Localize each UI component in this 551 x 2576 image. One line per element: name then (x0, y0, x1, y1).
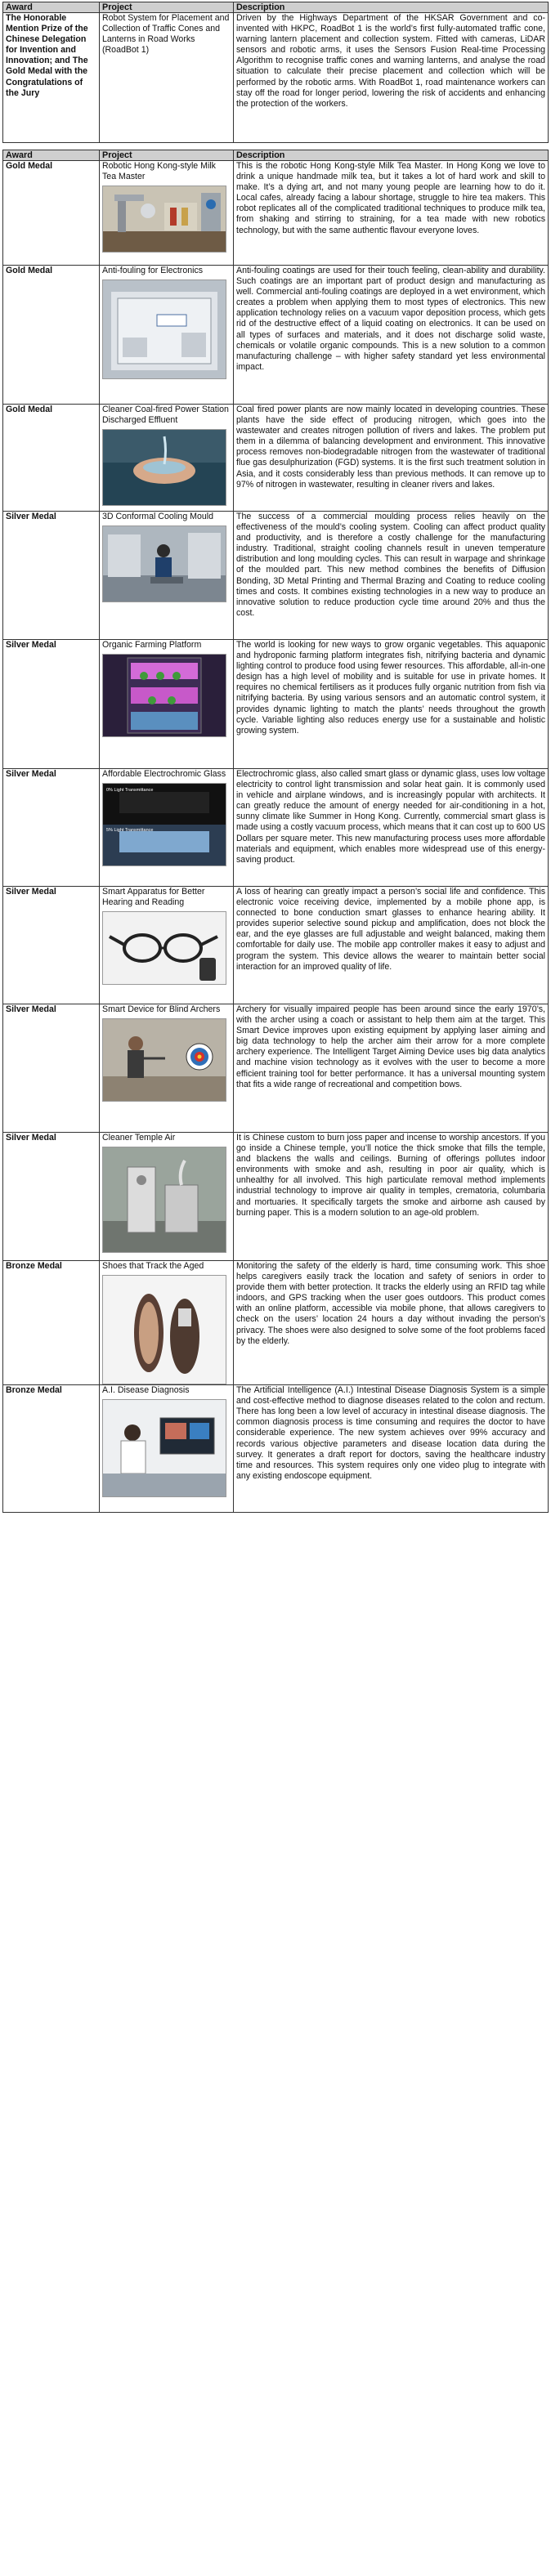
anti-fouling-machine-photo (102, 280, 226, 379)
table-row (3, 769, 549, 887)
description-cell: A loss of hearing can greatly impact a person’s social life and confidence. This electronic voice receiving device, implemented by a mobile phone app, is connected to bone conduction smart glasses to enhance hearing ability. It provides superior selective sound pickup and amplification, does not block the ear, and the eye glasses are full adjustable and weight balanced, making them comfortable for daily use. The mobile app controller makes it easy to adjust and program the system. This device allows the wearer to maintain better social interaction for an improved quality of life. (234, 887, 549, 1004)
header-project: Project (100, 2, 234, 13)
description-cell: It is Chinese custom to burn joss paper and incense to worship ancestors. If you go inside a Chinese temple, you’ll notice the thick smoke that fills the temple, and blackens the walls and ceilings. Burning of offerings pollutes indoor environments with smoke and ash, resulting in poor air quality, which is unhealthy for all involved. This high particulate removal method implements industrial technology to improve air quality in temples, crematoria, columbaria and mortuaries. It specifically targets the smoke and airborne ash caused by burning paper. This is a modern solution to an age-old problem. (234, 1133, 549, 1261)
award-cell: Silver Medal (6, 887, 56, 897)
table-row (3, 1261, 549, 1385)
table-row (3, 161, 549, 266)
table-header-row (3, 2, 549, 13)
description-cell: Archery for visually impaired people has been around since the early 1970’s, with the archer using a coach or assistant to help them aim at the target. This Smart Device improves upon existing equipment by applying laser aiming and big data technology to help the archer aim their arrow for a more complete archery experience. The Intelligent Target Aiming Device uses big data analytics and machine vision technology as it evolves with the user to become a more efficient training tool for better performance. It has a universal mounting system that fits a wide range of recreational and competition bows. (234, 1004, 549, 1133)
glass-top-label: 0% Light Transmittance (106, 788, 154, 794)
table-row (3, 13, 549, 143)
description-cell: This is the robotic Hong Kong-style Milk Tea Master. In Hong Kong we love to drink a unique handmade milk tea, but it takes a lot of hard work and skill to make. It’s a dying art, and not many young people are learning how to do it. Local cafes, already facing a labour shortage, struggle to hire tea makers. This robot replicates all of the complicated traditional techniques to produce milk tea, from shaking and stirring to straining, for a tea made with new robotics technology, but with the same authentic flavour everyone loves. (234, 161, 549, 266)
project-title: Anti-fouling for Electronics (102, 266, 204, 275)
project-title: Affordable Electrochromic Glass (102, 769, 226, 779)
award-cell: Silver Medal (6, 1133, 56, 1143)
award-cell: Gold Medal (6, 405, 53, 414)
temple-air-device-photo (102, 1147, 226, 1253)
cooling-mould-lab-photo (102, 525, 226, 602)
award-cell: Gold Medal (6, 161, 53, 171)
award-cell: Bronze Medal (6, 1385, 62, 1396)
header-description: Description (234, 2, 549, 13)
honorable-mention-table (2, 2, 549, 143)
table-row (3, 1385, 549, 1513)
project-title: Smart Apparatus for Better Hearing and Reading (102, 887, 205, 908)
project-title: A.I. Disease Diagnosis (102, 1385, 190, 1396)
award-cell: Bronze Medal (6, 1261, 62, 1271)
award-cell: Silver Medal (6, 640, 56, 650)
table-row (3, 266, 549, 405)
award-cell: Silver Medal (6, 512, 56, 521)
project-title: Smart Device for Blind Archers (102, 1004, 221, 1014)
project-title: Organic Farming Platform (102, 640, 202, 650)
description-cell: Electrochromic glass, also called smart glass or dynamic glass, uses low voltage electricity to control light transmission and solar heat gain. It is commonly used in vehicle and airplane windows, and is increasingly popular with architects. It can greatly reduce the amount of energy needed for air-conditioning in a hot, sunny climate like Summer in Hong Kong. Currently, commercial smart glass is made using a costly vacuum process, which means that it can cost up to 600 US Dollars per square meter. This new manufacturing process uses more affordable materials and equipment, which enables more widespread use of this energy-saving product. (234, 769, 549, 887)
table-row (3, 512, 549, 640)
header-award: Award (3, 150, 100, 161)
description-cell: Driven by the Highways Department of the HKSAR Government and co-invented with HKPC, RoadBot 1 is the world’s first fully-automated traffic cone, warning lantern placement and collection system. Fitted with cameras, LiDAR sensors and robotic arms, it uses the Sensors Fusion Real-time Processing Algorithm to recognise traffic cones and warning lanterns, and analyse the road situation to calculate their precise placement and collection which will be performed by the robotic arms. With RoadBot 1, road maintenance workers can stay off the road for longer period, lowering the risk of accidents and enhancing the protection of the workers. (234, 13, 549, 143)
milk-tea-robot-photo (102, 186, 226, 253)
organic-farming-platform-photo (102, 654, 226, 737)
award-cell: Gold Medal (6, 266, 53, 275)
project-title: Robotic Hong Kong-style Milk Tea Master (102, 161, 216, 182)
award-cell: Silver Medal (6, 769, 56, 779)
medals-table (2, 150, 549, 1513)
header-award: Award (3, 2, 100, 13)
description-cell: Monitoring the safety of the elderly is hard, time consuming work. This shoe helps caregivers easily track the location and safety of seniors in order to provide them with better protection. It tracks the elderly using an RFID tag while indoors, and GPS tracking when the user goes outdoors. This product comes with an online platform, accessible via mobile phone, that allows caregivers to check on the users’ location 24 hours a day without invading the person’s privacy. The shoes were also designed to solve some of the foot problems faced by the elderly. (234, 1261, 549, 1385)
smart-glasses-photo (102, 911, 226, 985)
description-cell: The world is looking for new ways to grow organic vegetables. This aquaponic and hydroponic farming platform integrates fish, nitrifying bacteria and dynamic lighting control to produce food using fewer resources. This affordable, all-in-one design has a high level of mobility and is suitable for use in private homes. It requires no chemical fertilisers as it produces fully organic nutrition from fish via nitrifying bacteria. By using various sensors and an automatic control system, it provides dynamic lighting to match the plants’ needs throughout the growth cycle. Variable lighting also reduces energy use for a sustainable and holistic growing system. (234, 640, 549, 769)
project-title: Cleaner Temple Air (102, 1133, 176, 1143)
table-row (3, 405, 549, 512)
award-cell: Silver Medal (6, 1004, 56, 1014)
water-hands-photo (102, 429, 226, 506)
description-cell: The Artificial Intelligence (A.I.) Intestinal Disease Diagnosis System is a simple and cost-effective method to diagnose diseases related to the colon and rectum. There has long been a low level of accuracy in intestinal disease diagnosis. The common diagnosis process is time consuming and requires the doctor to have considerable experience. The new system achieves over 99% accuracy and records various objective parameters and disease location data during the survey. It generates a draft report for doctors, saving the healthcare industry time and resources. This system requires only one video plug to integrate with any existing endoscope equipment. (234, 1385, 549, 1513)
project-title: Robot System for Placement and Collection of Traffic Cones and Lanterns in Road Works (RoadBot 1) (102, 13, 230, 56)
description-cell: Anti-fouling coatings are used for their touch feeling, clean-ability and durability. Such coatings are an important part of product design and manufacturing as well. Commercial anti-fouling coatings are deployed in a wet environment, which creates a problem when applying them to most types of electronics. This new application technology relies on a vacuum vapor deposition process, which gets rid of the destructive effect of a liquid coating on electronics. It can be used on all types of surfaces and materials, and it does not discharge solid waste, chemicals or volatile organic compounds. This is a new solution to a common manufacturing challenge – with higher safety standard yet less environmental impact. (234, 266, 549, 405)
description-cell: Coal fired power plants are now mainly located in developing countries. These plants have the side effect of producing nitrogen, which goes into the wastewater and creates nitrogen pollution of rivers and lakes. The problem put them in a dilemma of balancing development and environment. This innovative process removes non-biodegradable nitrogen from the wastewater of traditional flue gas desulphurization (FGD) systems. It is the first such treatment solution in Asia, and it costs considerably less than previous methods. It can remove up to 97% of nitrogen in wastewater, resulting in cleaner rivers and lakes. (234, 405, 549, 512)
electrochromic-glass-photo (102, 783, 226, 866)
glass-bottom-label: 5% Light Transmittance (106, 828, 154, 834)
header-description: Description (234, 150, 549, 161)
ai-diagnosis-photo (102, 1399, 226, 1497)
project-title: 3D Conformal Cooling Mould (102, 512, 214, 521)
table-row (3, 1004, 549, 1133)
tracking-shoes-photo (102, 1275, 226, 1384)
table-row (3, 887, 549, 1004)
archer-photo (102, 1018, 226, 1102)
project-title: Shoes that Track the Aged (102, 1261, 204, 1271)
table-header-row (3, 150, 549, 161)
table-row (3, 640, 549, 769)
description-cell: The success of a commercial moulding process relies heavily on the effectiveness of the mould’s cooling system. Cooling can affect product quality and productivity, and is therefore a costly challenge for the manufacturing industry. Traditional, straight cooling channels result in uneven temperature distribution and long moulding cycles. This can result in warpage and shrinkage of the moulded part. This new method combines the benefits of Diffusion Bonding, 3D Metal Printing and Thermal Brazing and Coating to reduce cooling times and costs. It combines existing technologies in a new way to produce an innovative solution to reduce production cycle time around 20% and thus the cost. (234, 512, 549, 640)
table-row (3, 1133, 549, 1261)
award-cell: The Honorable Mention Prize of the Chinese Delegation for Invention and Innovation; and The Gold Medal with the Congratulations of the Jury (6, 13, 88, 98)
project-title: Cleaner Coal-fired Power Station Discharged Effluent (102, 405, 229, 426)
header-project: Project (100, 150, 234, 161)
